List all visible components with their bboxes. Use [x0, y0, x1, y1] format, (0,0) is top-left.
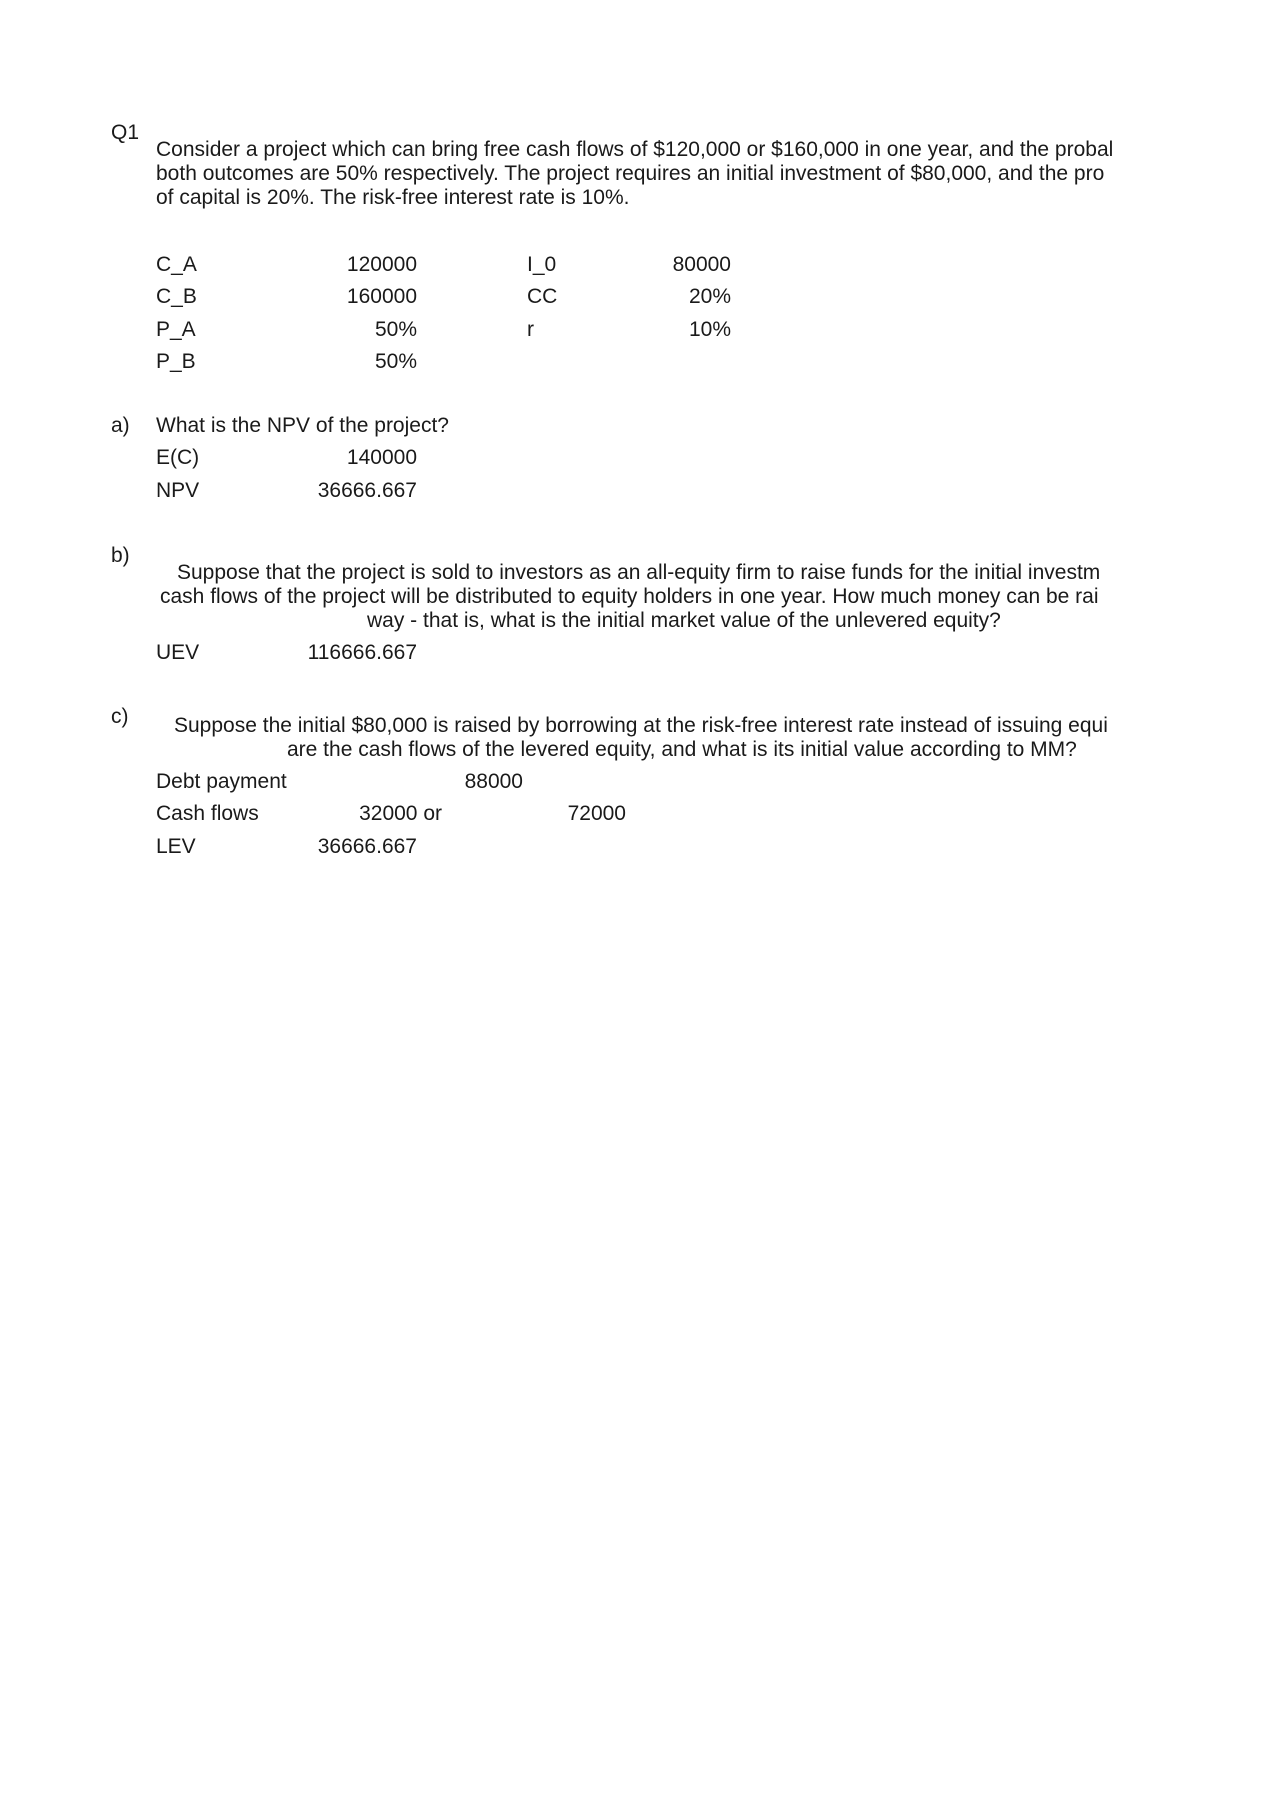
param-value: 160000 — [346, 285, 417, 308]
row-name: UEV — [156, 641, 200, 664]
row-name: E(C) — [156, 446, 200, 469]
param-name: P_A — [156, 318, 196, 341]
param-name: C_B — [156, 285, 197, 308]
row-name: Cash flows — [156, 802, 259, 825]
part-a-label: a) — [111, 414, 130, 437]
row-name: Debt payment — [156, 770, 287, 793]
part-b-line: cash flows of the project will be distributed to equity holders in one year. How much money can be rai — [160, 585, 1099, 608]
row-value: 36666.667 — [317, 835, 417, 858]
part-b-line: Suppose that the project is sold to investors as an all-equity firm to raise funds for the initial investm — [177, 561, 1101, 584]
part-a-question: What is the NPV of the project? — [156, 414, 449, 437]
part-c-label: c) — [111, 705, 129, 728]
part-b-label: b) — [111, 544, 130, 567]
part-c-line: Suppose the initial $80,000 is raised by borrowing at the risk-free interest rate instead of issuing equi — [174, 714, 1108, 737]
param-value: 80000 — [672, 253, 731, 276]
row-name: NPV — [156, 479, 200, 502]
param-value: 120000 — [346, 253, 417, 276]
row-name: LEV — [156, 835, 196, 858]
row-value: 140000 — [346, 446, 417, 469]
param-value: 20% — [688, 285, 731, 308]
param-name: CC — [527, 285, 558, 308]
param-value: 50% — [374, 318, 417, 341]
part-b-text — [156, 561, 1152, 633]
question-line: of capital is 20%. The risk-free interest rate is 10%. — [156, 186, 630, 209]
question-line: both outcomes are 50% respectively. The project requires an initial investment of $80,000, and the pro — [156, 162, 1105, 185]
param-value: 10% — [688, 318, 731, 341]
param-name: I_0 — [527, 253, 557, 276]
param-value: 50% — [374, 350, 417, 373]
row-value: 32000 or — [359, 802, 442, 825]
row-value: 72000 — [567, 802, 626, 825]
row-value: 36666.667 — [317, 479, 417, 502]
param-name: P_B — [156, 350, 196, 373]
param-name: C_A — [156, 253, 197, 276]
question-label: Q1 — [111, 121, 140, 144]
question-text — [156, 138, 1152, 210]
part-c-line: are the cash flows of the levered equity, and what is its initial value according to MM? — [287, 738, 1077, 761]
question-line: Consider a project which can bring free cash flows of $120,000 or $160,000 in one year, and the probal — [156, 138, 1114, 161]
row-value: 88000 — [464, 770, 523, 793]
part-c-text — [156, 714, 1152, 762]
part-b-line: way - that is, what is the initial market value of the unlevered equity? — [367, 609, 1001, 632]
row-value: 116666.667 — [307, 641, 417, 664]
param-name: r — [527, 318, 534, 341]
